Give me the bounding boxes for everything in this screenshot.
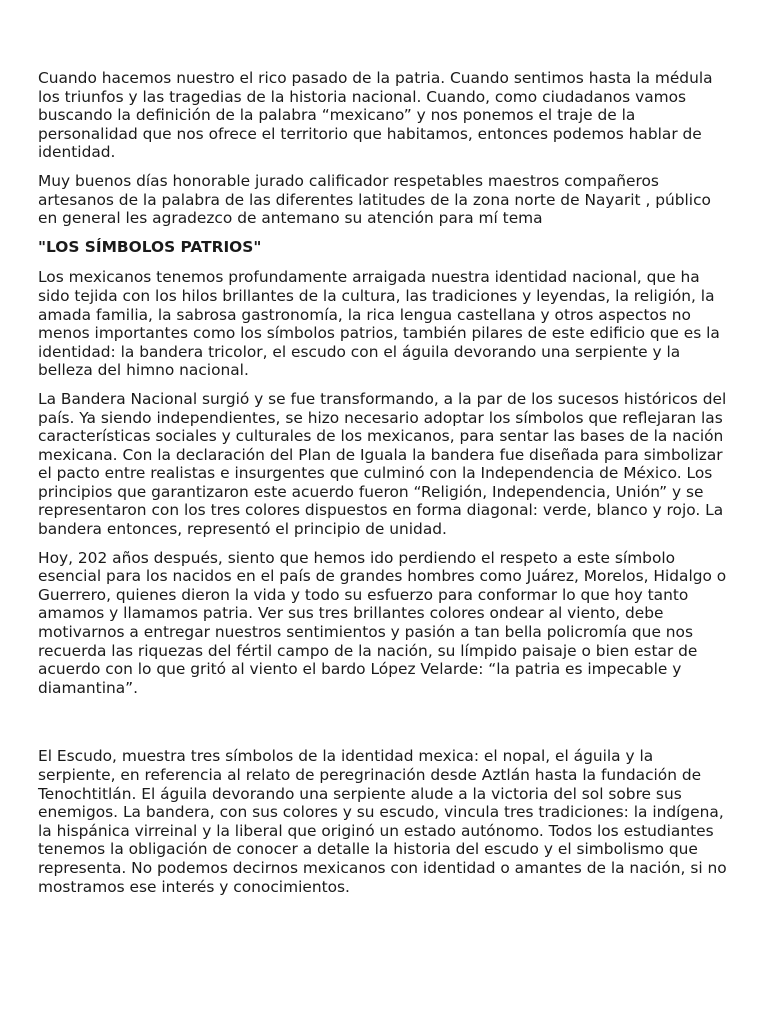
- paragraph-greeting: Muy buenos días honorable jurado calificador respetables maestros compañeros artesanos de la palabra de las diferentes latitudes de la zona norte de Nayarit , público en general les agradezco de antemano su atención para mí tema: [38, 171, 711, 228]
- paragraph-flag: La Bandera Nacional surgió y se fue transformando, a la par de los sucesos históricos del país. Ya siendo independientes, se hizo necesario adoptar los símbolos que reflejaran las características sociales y culturales de los mexicanos, para sentar las bases de la nación mexicana. Con la declaración del Plan de Iguala la bandera fue diseñada para simbolizar el pacto entre realistas e insurgentes que culminó con la Independencia de México. Los principios que garantizaron este acuerdo fueron “Religión, Independencia, Unión” y se representaron con los tres colores dispuestos en forma diagonal: verde, blanco y rojo. La bandera entonces, representó el principio de unidad.: [38, 389, 727, 539]
- paragraph-intro: Cuando hacemos nuestro el rico pasado de la patria. Cuando sentimos hasta la médula los triunfos y las tragedias de la historia nacional. Cuando, como ciudadanos vamos buscando la definición de la palabra “mexicano” y nos ponemos el traje de la personalidad que nos ofrece el territorio que habitamos, entonces podemos hablar de identidad.: [38, 69, 713, 162]
- paragraph-identity: Los mexicanos tenemos profundamente arraigada nuestra identidad nacional, que ha sido tejida con los hilos brillantes de la cultura, las tradiciones y leyendas, la religión, la amada familia, la sabrosa gastronomía, la rica lengua castellana y otros aspectos no menos importantes como los símbolos patrios, también pilares de este edificio que es la identidad: la bandera tricolor, el escudo con el águila devorando una serpiente y la belleza del himno nacional.: [38, 268, 720, 380]
- paragraph-today: Hoy, 202 años después, siento que hemos ido perdiendo el respeto a este símbolo esencial para los nacidos en el país de grandes hombres como Juárez, Morelos, Hidalgo o Guerrero, quienes dieron la vida y todo su esfuerzo para conformar lo que hoy tanto amamos y llamamos patria. Ver sus tres brillantes colores ondear al viento, debe motivarnos a entregar nuestros sentimientos y pasión a tan bella policromía que nos recuerda las riquezas del fértil campo de la nación, su límpido paisaje o bien estar de acuerdo con lo que gritó al viento el bardo López Velarde: “la patria es impecable y diamantina”.: [38, 548, 727, 697]
- paragraph-spacer: [38, 707, 732, 747]
- document-page: [38, 69, 732, 906]
- section-heading: "LOS SÍMBOLOS PATRIOS": [38, 237, 262, 256]
- paragraph-shield: El Escudo, muestra tres símbolos de la identidad mexica: el nopal, el águila y la serpiente, en referencia al relato de peregrinación desde Aztlán hasta la fundación de Tenochtitlán. El águila devorando una serpiente alude a la victoria del sol sobre sus enemigos. La bandera, con sus colores y su escudo, vincula tres tradiciones: la indígena, la hispánica virreinal y la liberal que originó un estado autónomo. Todos los estudiantes tenemos la obligación de conocer a detalle la historia del escudo y el simbolismo que representa. No podemos decirnos mexicanos con identidad o amantes de la nación, si no mostramos ese interés y conocimientos.: [38, 747, 727, 896]
